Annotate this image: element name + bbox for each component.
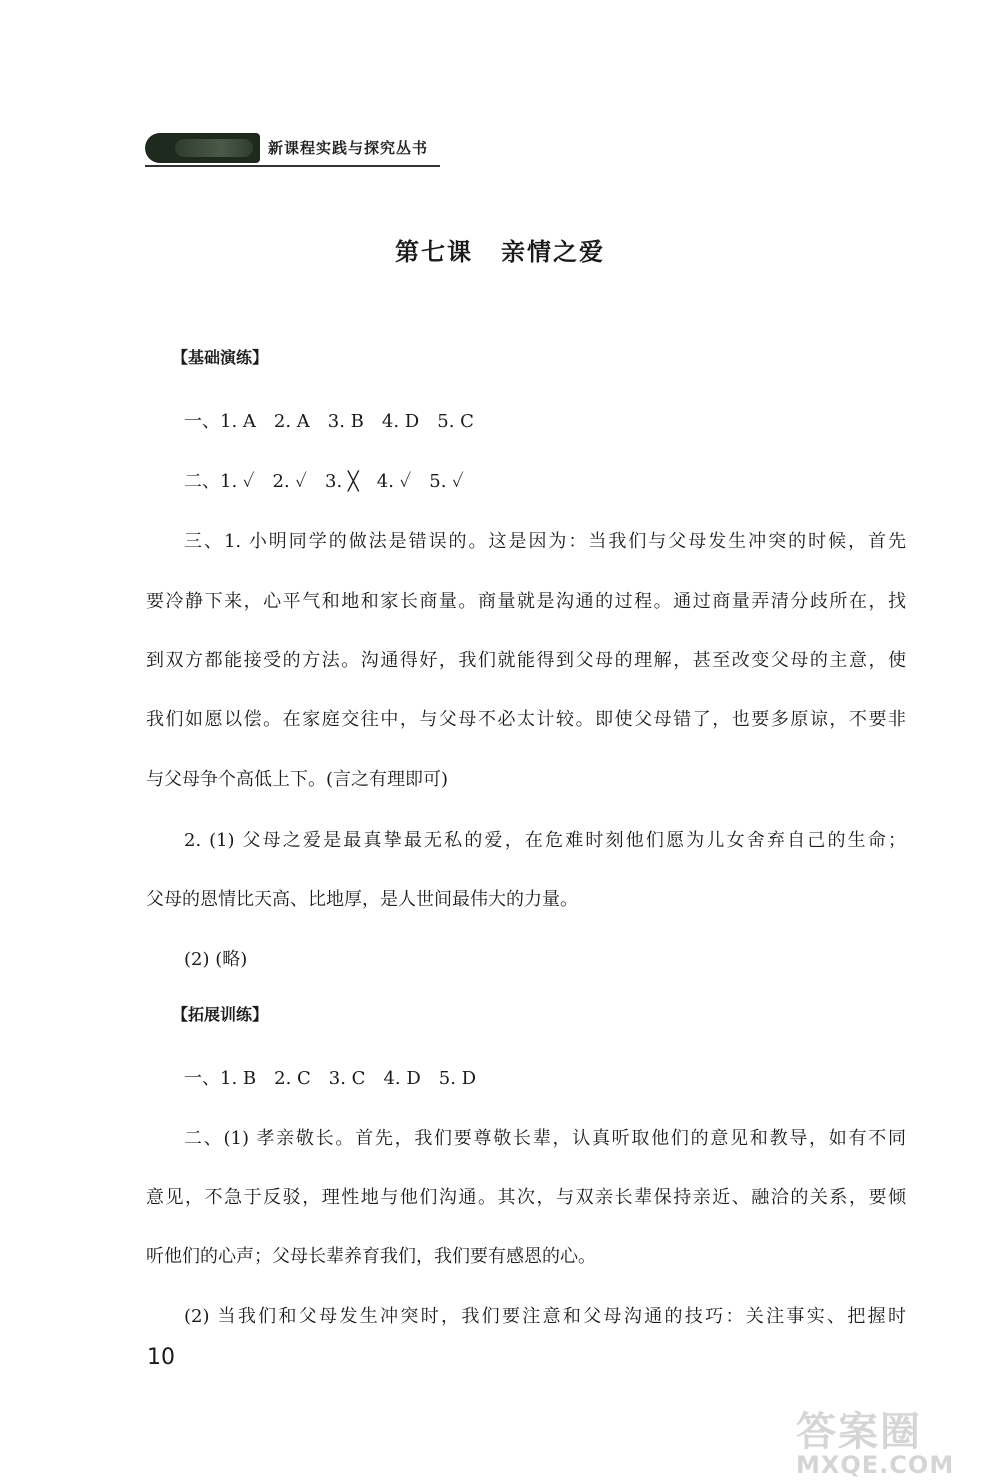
header-rule [145,165,440,167]
lesson-title [0,232,1000,267]
lesson-name: 亲情之爱 [501,238,605,266]
answer-line: 我们如愿以偿。在家庭交往中，与父母不必太计较。即使父母错了，也要多原谅，不要非 [146,709,906,730]
answer-line: (2) 当我们和父母发生冲突时，我们要注意和父母沟通的技巧：关注事实、把握时 [184,1306,906,1327]
answer-line: 要冷静下来，心平气和地和家长商量。商量就是沟通的过程。通过商量弄清分歧所在，找 [146,591,906,612]
answer-line: 到双方都能接受的方法。沟通得好，我们就能得到父母的理解，甚至改变父母的主意，使 [146,650,906,671]
page-number: 10 [147,1345,175,1370]
lesson-number: 第七课 [395,238,473,266]
watermark-logo [796,1400,996,1478]
section-extended: 【拓展训练】 [172,1005,269,1024]
answer-line: 父母的恩情比天高、比地厚，是人世间最伟大的力量。 [146,889,578,910]
answer-line: 2. (1) 父母之爱是最真挚最无私的爱，在危难时刻他们愿为儿女舍弃自己的生命； [184,830,906,851]
watermark-top: 答案圈 [796,1409,922,1455]
answer-line: 三、1. 小明同学的做法是错误的。这是因为：当我们与父母发生冲突的时候，首先 [184,531,906,552]
answer-line: (2) (略) [184,949,248,970]
answer-line: 二、(1) 孝亲敬长。首先，我们要尊敬长辈，认真听取他们的意见和教导，如有不同 [184,1128,906,1149]
answer-line: 意见，不急于反驳，理性地与他们沟通。其次，与双亲长辈保持亲近、融洽的关系，要倾 [146,1187,906,1208]
series-title: 新课程实践与探究丛书 [268,139,429,157]
answer-line: 与父母争个高低上下。(言之有理即可) [146,769,449,790]
section-basic: 【基础演练】 [172,348,269,367]
answer-line: 一、1. B 2. C 3. C 4. D 5. D [184,1068,477,1089]
watermark-bottom: MXQE.COM [796,1451,955,1479]
answer-line: 二、1. ✓ 2. ✓ 3. ╳ 4. ✓ 5. ✓ [184,471,464,492]
answer-line: 一、1. A 2. A 3. B 4. D 5. C [184,411,474,432]
answer-line: 听他们的心声；父母长辈养育我们，我们要有感恩的心。 [146,1246,596,1267]
header-badge [145,133,260,163]
